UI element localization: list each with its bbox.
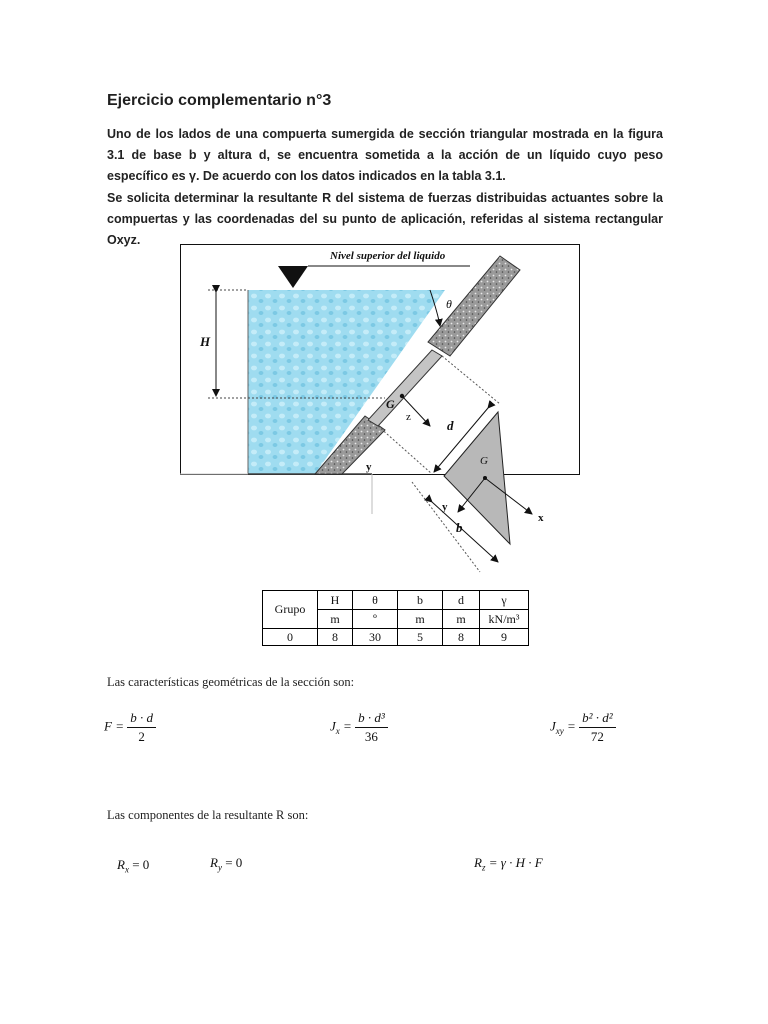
label-theta: θ [446, 297, 452, 311]
data-table [262, 590, 529, 646]
formula-Rx-sub: x [124, 864, 129, 875]
formula-Jx-eq: = [343, 718, 352, 734]
table-col-theta: θ [353, 591, 398, 610]
table-col-gamma: γ [480, 591, 529, 610]
exercise-title: Ejercicio complementario n°3 [107, 92, 332, 109]
formula-Jx [330, 710, 388, 745]
gate-figure [180, 244, 580, 580]
label-d: d [447, 418, 454, 433]
formula-Rz-sub: z [481, 862, 486, 873]
label-y-section: y [442, 501, 448, 513]
label-b: b [456, 520, 463, 535]
request-paragraph: Se solicita determinar la resultante R del sistema de fuerzas distribuidas actuantes sobre la compuertas y las coordenadas del su punto de aplicación, referidas al sistema rectangular Oxyz. [107, 191, 663, 247]
formula-Rx [117, 857, 149, 875]
formula-Jxy-sub: xy [555, 726, 564, 737]
table-header-grupo: Grupo [263, 591, 318, 629]
formula-Jxy [550, 710, 616, 745]
formula-F [104, 710, 156, 745]
table-unit-H: m [318, 610, 353, 629]
label-y-plate: y [366, 461, 372, 473]
problem-paragraph: Uno de los lados de una compuerta sumergida de sección triangular mostrada en la figura 3.1 de base b y altura d, se encuentra sometida a la acción de un líquido cuyo peso específico es γ. De acuerdo con los datos indicados en la tabla 3.1. [107, 127, 663, 183]
geometry-intro: Las características geométricas de la sección son: [107, 675, 355, 689]
formula-F-den: 2 [138, 729, 145, 744]
free-surface-marker [278, 266, 308, 288]
formula-Jx-sub: x [335, 726, 340, 737]
table-value-H: 8 [318, 629, 353, 646]
table-col-H: H [318, 591, 353, 610]
formula-Rz [474, 855, 543, 873]
triangular-section [444, 412, 510, 544]
formula-Jx-den: 36 [364, 729, 378, 744]
table-row-grupo: 0 [263, 629, 318, 646]
formula-Rx-lhs: R [117, 857, 125, 872]
formula-Jxy-den: 72 [590, 729, 604, 744]
formula-Jx-num: b · d³ [355, 710, 388, 728]
table-value-d: 8 [443, 629, 480, 646]
formula-Ry [210, 855, 242, 873]
formula-Ry-lhs: R [210, 855, 218, 870]
table-value-gamma: 9 [480, 629, 529, 646]
formula-Rx-rhs: = 0 [132, 857, 150, 872]
formula-Jxy-eq: = [567, 718, 576, 734]
label-z: z [406, 411, 411, 423]
formula-Rz-rhs: = γ · H · F [488, 855, 543, 870]
formula-Ry-rhs: = 0 [225, 855, 243, 870]
formula-Jxy-num: b² · d² [579, 710, 616, 728]
table-value-b: 5 [398, 629, 443, 646]
upper-wall [428, 256, 520, 356]
formula-F-num: b · d [127, 710, 156, 728]
label-G-plate: G [386, 397, 395, 411]
table-unit-theta: º [353, 610, 398, 629]
resultant-intro: Las componentes de la resultante R son: [107, 808, 309, 822]
table-col-d: d [443, 591, 480, 610]
formula-F-lhs: F = [104, 718, 124, 734]
label-G-section: G [480, 455, 488, 467]
liquid-level-caption: Nivel superior del liquido [330, 250, 446, 262]
formula-Jx-lhs: J [330, 718, 336, 734]
table-unit-gamma: kN/m³ [480, 610, 529, 629]
table-col-b: b [398, 591, 443, 610]
label-H: H [200, 334, 211, 349]
table-value-theta: 30 [353, 629, 398, 646]
table-unit-b: m [398, 610, 443, 629]
formula-Rz-lhs: R [474, 855, 482, 870]
formula-Ry-sub: y [217, 862, 222, 873]
label-x: x [538, 512, 544, 524]
formula-Jxy-lhs: J [550, 718, 556, 734]
table-unit-d: m [443, 610, 480, 629]
